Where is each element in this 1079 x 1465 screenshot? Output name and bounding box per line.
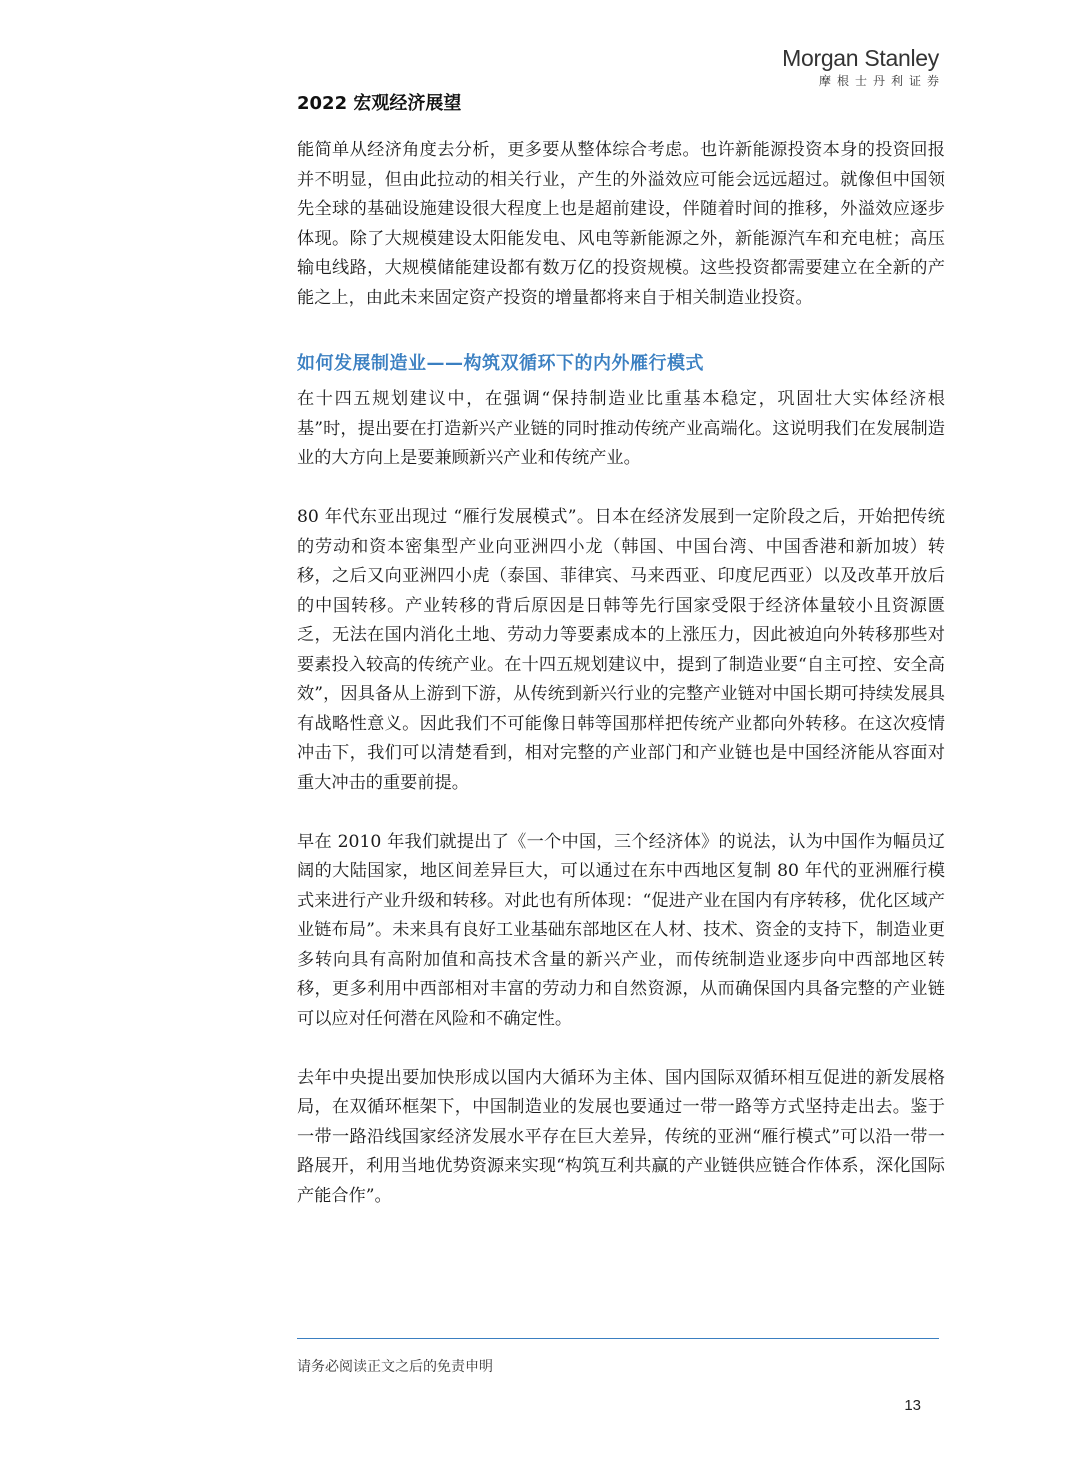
paragraph-1: 在十四五规划建议中，在强调“保持制造业比重基本稳定，巩固壮大实体经济根基”时，提出要在打造新兴产业链的同时推动传统产业高端化。这说明我们在发展制造业的大方向上是要兼顾新兴产业和传统产业。	[297, 389, 945, 468]
paragraph-4: 去年中央提出要加快形成以国内大循环为主体、国内国际双循环相互促进的新发展格局，在双循环框架下，中国制造业的发展也要通过一带一路等方式坚持走出去。鉴于一带一路沿线国家经济发展水平存在巨大差异，传统的亚洲“雁行模式”可以沿一带一路展开，利用当地优势资源来实现“构筑互利共赢的产业链供应链合作体系，深化国际产能合作”。	[297, 1067, 945, 1206]
brand-name-cn: 摩根士丹利证券	[818, 74, 945, 88]
paragraph-2: 80 年代东亚出现过 “雁行发展模式”。日本在经济发展到一定阶段之后，开始把传统的劳动和资本密集型产业向亚洲四小龙（韩国、中国台湾、中国香港和新加坡）转移，之后又向亚洲四小虎（泰国、菲律宾、马来西亚、印度尼西亚）以及改革开放后的中国转移。产业转移的背后原因是日韩等先行国家受限于经济体量较小且资源匮乏，无法在国内消化土地、劳动力等要素成本的上涨压力，因此被迫向外转移那些对要素投入较高的传统产业。在十四五规划建议中，提到了制造业要“自主可控、安全高效”，因具备从上游到下游，从传统到新兴行业的完整产业链对中国长期可持续发展具有战略性意义。因此我们不可能像日韩等国那样把传统产业都向外转移。在这次疫情冲击下，我们可以清楚看到，相对完整的产业部门和产业链也是中国经济能从容面对重大冲击的重要前提。	[297, 507, 945, 793]
brand-logo	[782, 44, 945, 90]
document-title: 2022 宏观经济展望	[297, 93, 462, 114]
intro-paragraph: 能简单从经济角度去分析，更多要从整体综合考虑。也许新能源投资本身的投资回报并不明显，但由此拉动的相关行业，产生的外溢效应可能会远远超过。就像但中国领先全球的基础设施建设很大程度上也是超前建设，伴随着时间的推移，外溢效应逐步体现。除了大规模建设太阳能发电、风电等新能源之外，新能源汽车和充电桩；高压输电线路，大规模储能建设都有数万亿的投资规模。这些投资都需要建立在全新的产能之上，由此未来固定资产投资的增量都将来自于相关制造业投资。	[297, 140, 945, 308]
section-heading: 如何发展制造业——构筑双循环下的内外雁行模式	[297, 353, 704, 374]
disclaimer-note: 请务必阅读正文之后的免责申明	[297, 1359, 493, 1375]
brand-name-en: Morgan Stanley	[782, 45, 939, 71]
paragraph-3: 早在 2010 年我们就提出了《一个中国，三个经济体》的说法，认为中国作为幅员辽阔的大陆国家，地区间差异巨大，可以通过在东中西地区复制 80 年代的亚洲雁行模式来进行产业升级和转移。对此也有所体现：“促进产业在国内有序转移，优化区域产业链布局”。未来具有良好工业基础东部地区在人材、技术、资金的支持下，制造业更多转向具有高附加值和高技术含量的新兴产业，而传统制造业逐步向中西部地区转移，更多利用中西部相对丰富的劳动力和自然资源，从而确保国内具备完整的产业链可以应对任何潜在风险和不确定性。	[297, 831, 945, 1029]
page-body	[297, 136, 945, 1241]
footer-divider	[297, 1338, 939, 1339]
page-number: 13	[904, 1397, 921, 1414]
